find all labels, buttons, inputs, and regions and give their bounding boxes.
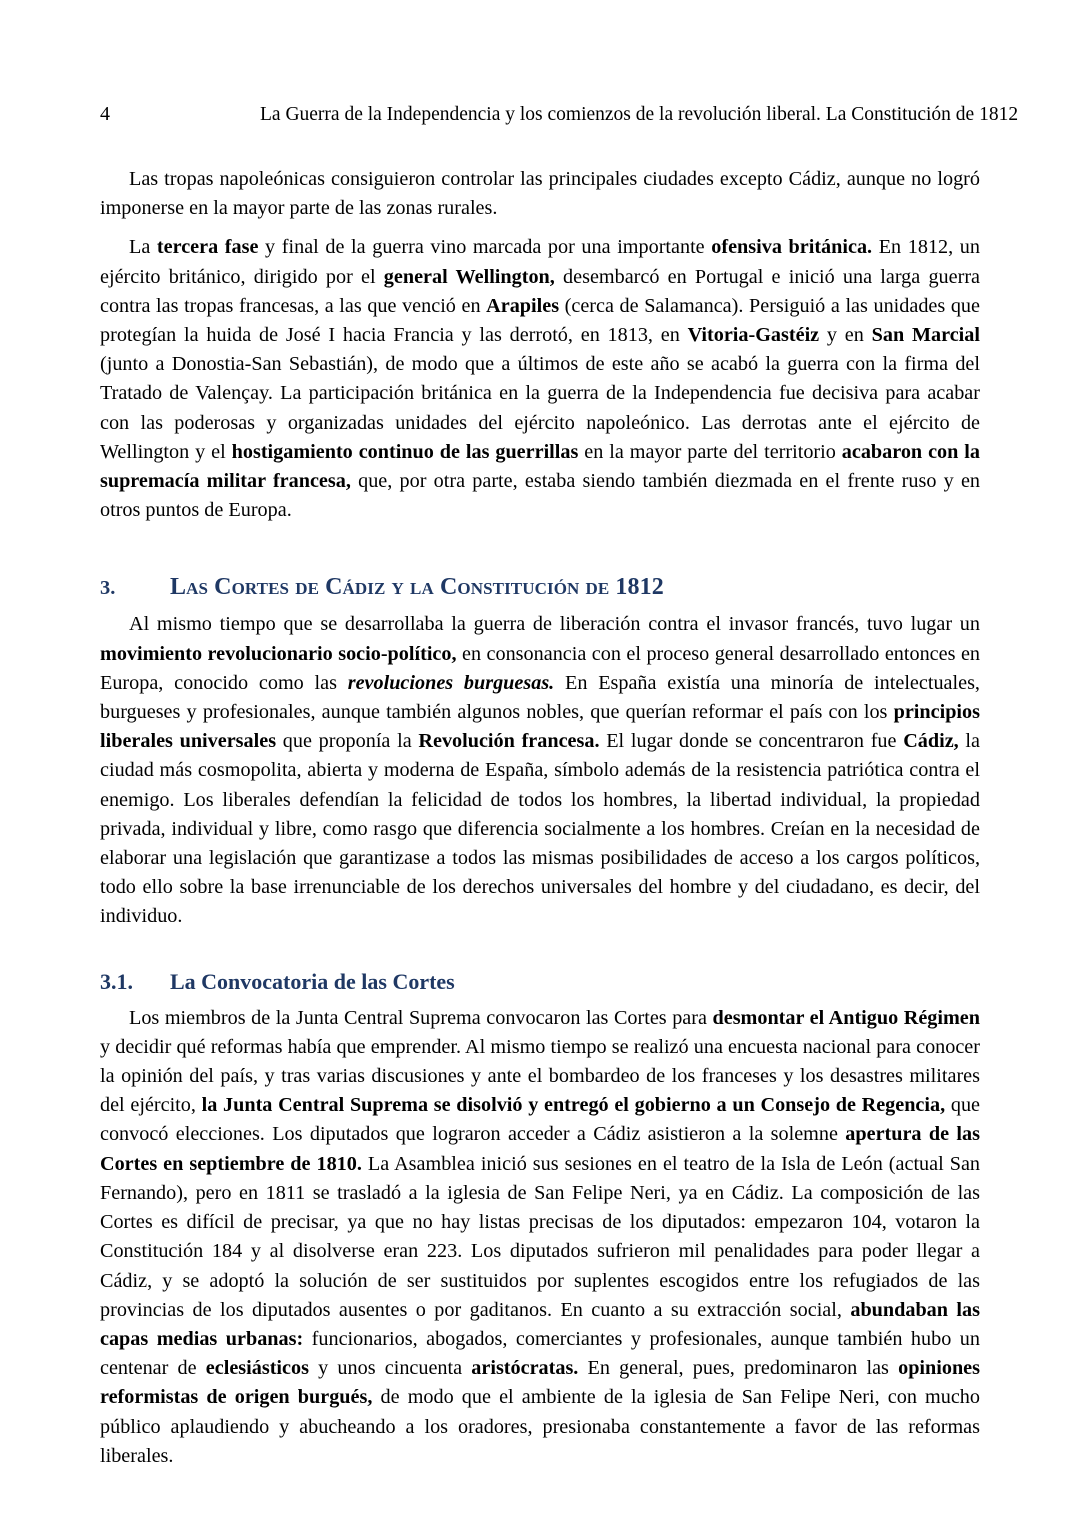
spacer — [100, 127, 980, 165]
spacer — [100, 602, 980, 610]
subsection-heading-3-1 — [100, 968, 980, 996]
subsection-number: 3.1. — [100, 968, 133, 994]
running-header — [100, 0, 1019, 127]
section-title-year: 1812 — [615, 574, 664, 601]
section-number: 3. — [100, 577, 116, 600]
subsection-title: La Convocatoria de las Cortes — [170, 968, 455, 994]
spacer — [100, 932, 980, 968]
paragraph-2: La tercera fase y final de la guerra vino marcada por una importante ofensiva británica. En 1812, un ejército británico, dirigido por el general Wellington, desembarcó en Portugal e inició una larga guerra contra las tropas francesas, a las que venció en Arapiles (cerca de Salamanca). Persiguió a las unidades que protegían la huida de José I hacia Francia y las derrotó, en 1813, en Vitoria-Gastéiz y en San Marcial (junto a Donostia-San Sebastián), de modo que a últimos de este año se acabó la guerra con la firma del Tratado de Valençay. La participación británica en la guerra de la Independencia fue decisiva para acabar con las poderosas y organizadas unidades del ejército napoleónico. Las derrotas ante el ejército de Wellington y el hostigamiento continuo de las guerrillas en la mayor parte del territorio acabaron con la supremacía militar francesa, que, por otra parte, estaba siendo también diezmada en el frente ruso y en otros puntos de Europa. — [100, 236, 981, 522]
section-title-text: Las Cortes de Cádiz y la Constitución de — [170, 574, 616, 601]
paragraph-1: Las tropas napoleónicas consiguieron controlar las principales ciudades excepto Cádiz, aunque no logró imponerse en la mayor parte de las zonas rurales. — [100, 168, 980, 220]
section-heading-3 — [100, 573, 980, 602]
spacer — [100, 525, 980, 573]
paragraph-4: Los miembros de la Junta Central Suprema convocaron las Cortes para desmontar el Antiguo Régimen y decidir qué reformas había que emprender. Al mismo tiempo se realizó una encuesta nacional para conocer la opinión del país, y tras varias discusiones y ante el bombardeo de los franceses y los desastres militares del ejército, la Junta Central Suprema se disolvió y entregó el gobierno a un Consejo de Regencia, que convocó elecciones. Los diputados que lograron acceder a Cádiz asistieron a la solemne apertura de las Cortes en septiembre de 1810. La Asamblea inició sus sesiones en el teatro de la Isla de León (actual San Fernando), pero en 1811 se trasladó a la iglesia de San Felipe Neri, ya en Cádiz. La composición de las Cortes es difícil de precisar, ya que no hay listas precisas de los diputados: empezaron 104, votaron la Constitución 184 y al disolverse eran 223. Los diputados sufrieron mil penalidades para poder llegar a Cádiz, y se adoptó la solución de ser sustituidos por suplentes escogidos entre los refugiados de las provincias de los diputados ausentes o por gaditanos. En cuanto a su extracción social, abundaban las capas medias urbanas: funcionarios, abogados, comerciantes y profesionales, aunque también hubo un centenar de eclesiásticos y unos cincuenta aristócratas. En general, pues, predominaron las opiniones reformistas de origen burgués, de modo que el ambiente de la iglesia de San Felipe Neri, con mucho público aplaudiendo y abucheando a los oradores, presionaba constantemente a favor de las reformas liberales. — [100, 1006, 981, 1467]
page-number: 4 — [100, 103, 110, 125]
paragraph-3: Al mismo tiempo que se desarrollaba la guerra de liberación contra el invasor francés, tuvo lugar un movimiento revolucionario socio-político, en consonancia con el proceso general desarrollado entonces en Europa, conocido como las revoluciones burguesas. En España existía una minoría de intelectuales, burgueses y profesionales, aunque también algunos nobles, que querían reformar el país con los principios liberales universales que proponía la Revolución francesa. El lugar donde se concentraron fue Cádiz, la ciudad más cosmopolita, abierta y moderna de España, símbolo además de la resistencia patriótica contra el enemigo. Los liberales defendían la felicidad de todos los hombres, la libertad individual, la propiedad privada, individual y libre, como rasgo que diferencia socialmente a los hombres. Creían en la necesidad de elaborar una legislación que garantizase a todos las mismas posibilidades de acceso a los cargos políticos, todo ello sobre la base irrenunciable de los derechos universales del hombre y del ciudadano, es decir, del individuo. — [100, 613, 981, 928]
running-header-title: La Guerra de la Independencia y los comienzos de la revolución liberal. La Constitución de 1812 — [260, 104, 1019, 125]
section-title — [170, 573, 664, 601]
page-content — [100, 0, 1019, 1471]
spacer — [100, 996, 980, 1004]
